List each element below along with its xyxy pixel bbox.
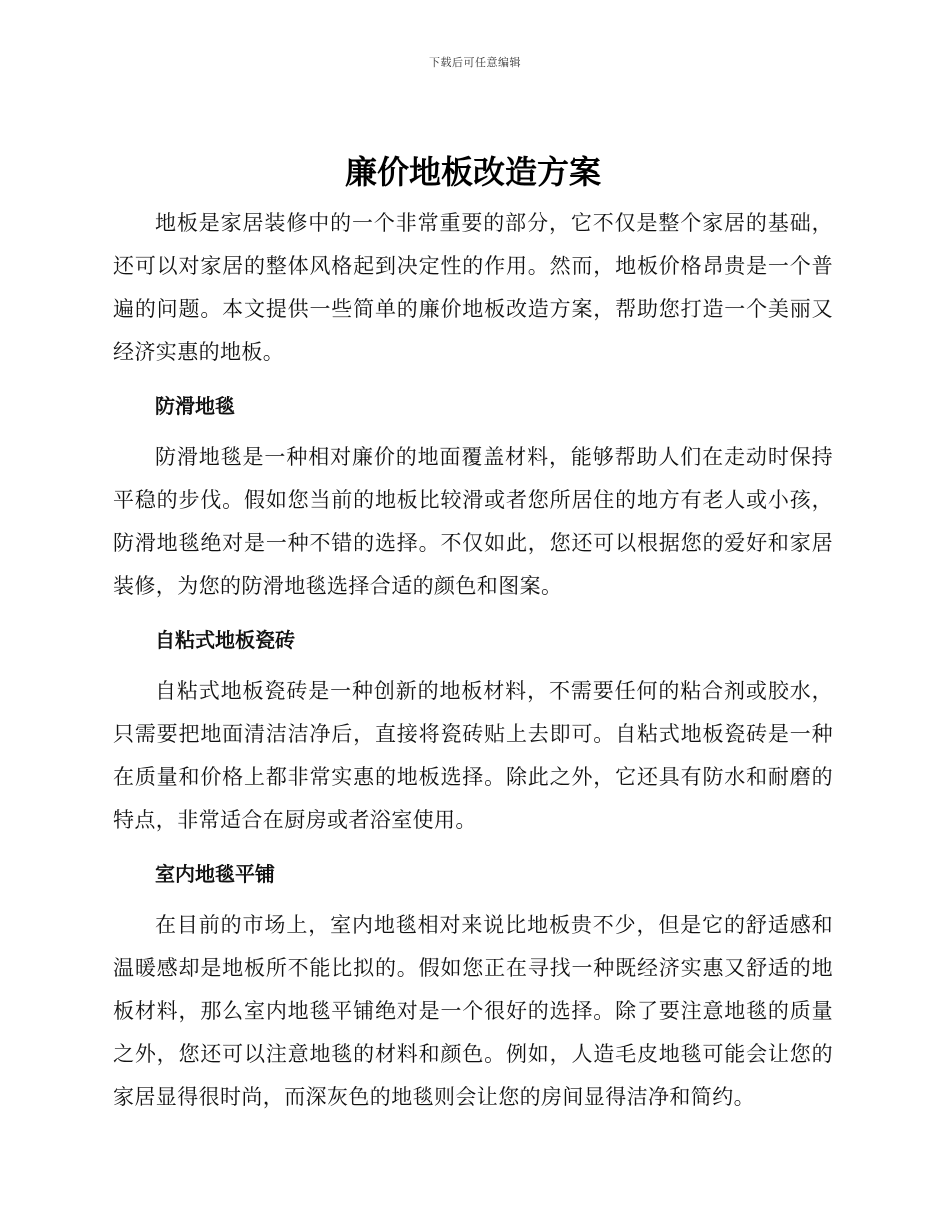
- section-heading: 自粘式地板瓷砖: [155, 628, 295, 652]
- section-indoor-carpet: [113, 858, 833, 1119]
- section-anti-slip-carpet: [113, 390, 833, 608]
- section-self-adhesive-tiles: [113, 624, 833, 842]
- document-title: 廉价地板改造方案: [344, 153, 601, 191]
- section-heading: 室内地毯平铺: [155, 862, 275, 886]
- section-paragraph: 在目前的市场上，室内地毯相对来说比地板贵不少，但是它的舒适感和温暖感却是地板所不能比拟的。假如您正在寻找一种既经济实惠又舒适的地板材料，那么室内地毯平铺绝对是一个很好的选择。除了要注意地毯的质量之外，您还可以注意地毯的材料和颜色。例如，人造毛皮地毯可能会让您的家居显得很时尚，而深灰色的地毯则会让您的房间显得洁净和简约。: [113, 913, 833, 1109]
- section-heading: 防滑地毯: [155, 394, 235, 418]
- section-paragraph: 自粘式地板瓷砖是一种创新的地板材料，不需要任何的粘合剂或胶水，只需要把地面清洁洁净后，直接将瓷砖贴上去即可。自粘式地板瓷砖是一种在质量和价格上都非常实惠的地板选择。除此之外，它还具有防水和耐磨的特点，非常适合在厨房或者浴室使用。: [113, 679, 833, 832]
- document-body: [113, 148, 833, 1119]
- header-note: 下载后可任意编辑: [429, 56, 521, 69]
- intro-paragraph: 地板是家居装修中的一个非常重要的部分，它不仅是整个家居的基础，还可以对家居的整体风格起到决定性的作用。然而，地板价格昂贵是一个普遍的问题。本文提供一些简单的廉价地板改造方案，帮助您打造一个美丽又经济实惠的地板。: [113, 211, 833, 364]
- section-paragraph: 防滑地毯是一种相对廉价的地面覆盖材料，能够帮助人们在走动时保持平稳的步伐。假如您当前的地板比较滑或者您所居住的地方有老人或小孩，防滑地毯绝对是一种不错的选择。不仅如此，您还可以根据您的爱好和家居装修，为您的防滑地毯选择合适的颜色和图案。: [113, 445, 833, 598]
